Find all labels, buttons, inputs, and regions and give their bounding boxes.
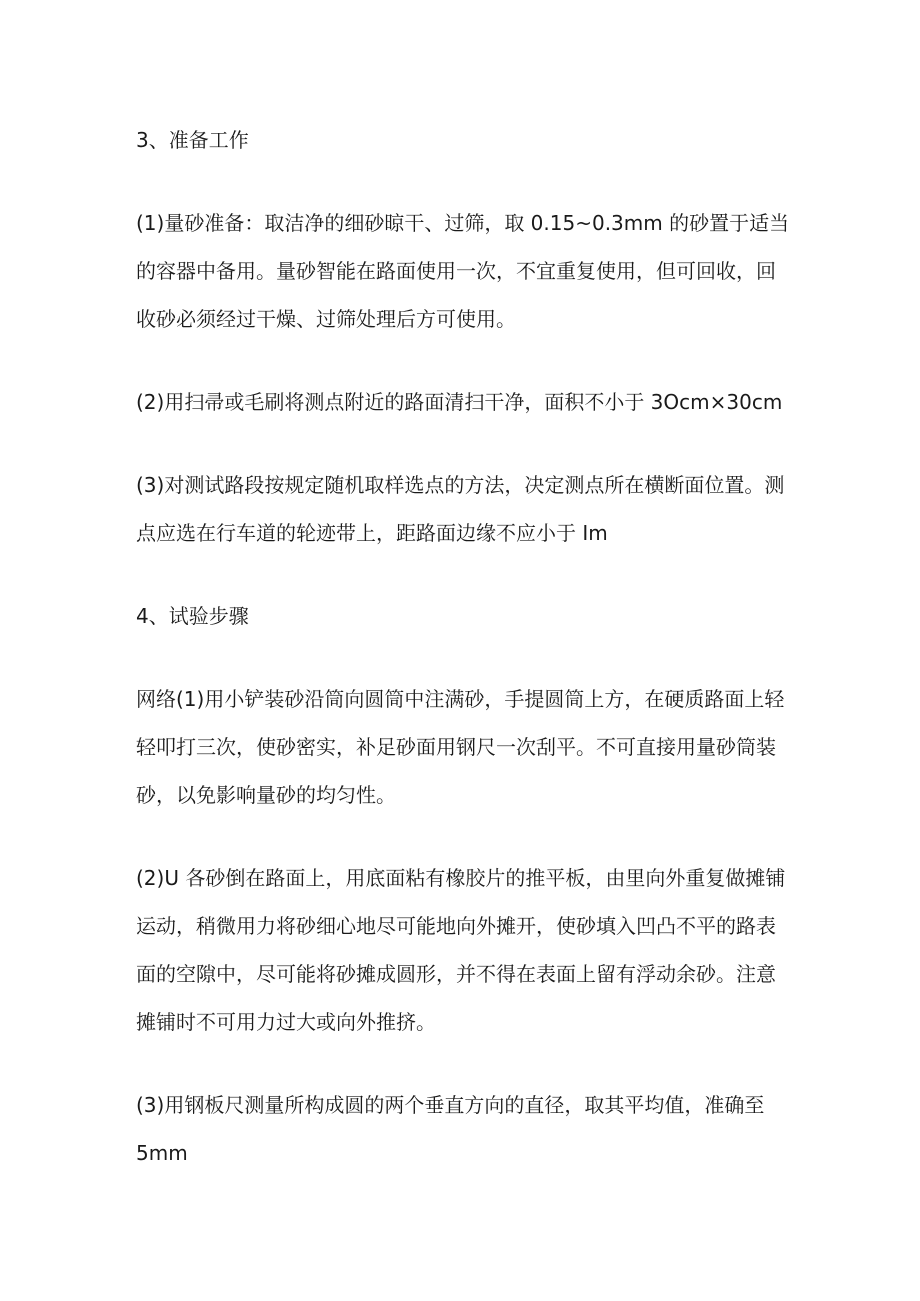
text-line: (3)用钢板尺测量所构成圆的两个垂直方向的直径，取其平均值，准确至: [136, 1093, 765, 1117]
text-line: (2)U 各砂倒在路面上，用底面粘有橡胶片的推平板，由里向外重复做摊铺: [136, 866, 786, 890]
text-line: (3)对测试路段按规定随机取样选点的方法，决定测点所在横断面位置。测: [136, 473, 785, 497]
section-3-paragraph-3: [136, 461, 792, 557]
section-3-paragraph-1: [136, 199, 792, 343]
text-line: 面的空隙中，尽可能将砂摊成圆形，并不得在表面上留有浮动余砂。注意: [136, 962, 776, 986]
text-line: 网络(1)用小铲装砂沿筒向圆筒中注满砂，手提圆筒上方，在硬质路面上轻: [136, 687, 785, 711]
text-line: 摊铺时不可用力过大或向外推挤。: [136, 1010, 436, 1034]
text-line: 轻叩打三次，使砂密实，补足砂面用钢尺一次刮平。不可直接用量砂筒装: [136, 735, 776, 759]
section-3-heading: 3、准备工作: [136, 128, 249, 152]
section-4-paragraph-2: [136, 854, 792, 1046]
text-line: (2)用扫帚或毛刷将测点附近的路面清扫干净，面积不小于 3Ocm×30cm: [136, 390, 783, 414]
section-4-paragraph-3: [136, 1081, 792, 1177]
text-line: 5mm: [136, 1141, 188, 1165]
section-3-paragraph-2: [136, 378, 792, 426]
text-line: 的容器中备用。量砂智能在路面使用一次，不宜重复使用，但可回收，回: [136, 259, 776, 283]
text-line: 砂，以免影响量砂的均匀性。: [136, 783, 396, 807]
text-line: 点应选在行车道的轮迹带上，距路面边缘不应小于 Im: [136, 521, 608, 545]
text-line: 收砂必须经过干燥、过筛处理后方可使用。: [136, 307, 516, 331]
text-line: 运动，稍微用力将砂细心地尽可能地向外摊开，使砂填入凹凸不平的路表: [136, 914, 776, 938]
text-line: (1)量砂准备：取洁净的细砂晾干、过筛，取 0.15~0.3mm 的砂置于适当: [136, 211, 790, 235]
section-4-heading: 4、试验步骤: [136, 604, 249, 628]
section-4-paragraph-1: [136, 675, 792, 819]
document-page: [136, 116, 792, 1177]
